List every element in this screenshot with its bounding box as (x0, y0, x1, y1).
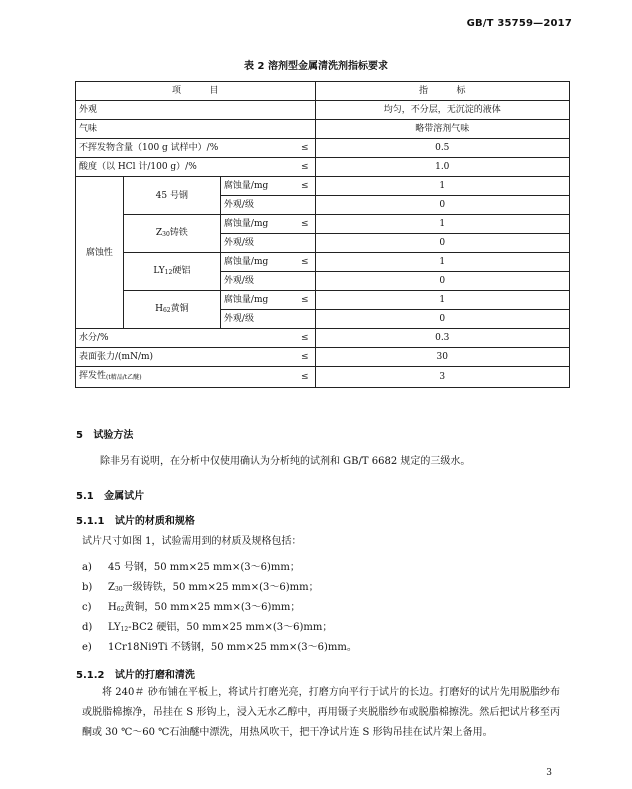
section-heading-5-1-1: 5.1.1 试片的材质和规格 (76, 516, 195, 527)
table-row (76, 158, 570, 177)
row-label: 水分/% (76, 329, 298, 348)
table-row (76, 177, 570, 196)
row-label: 不挥发物含量（100 g 试样中）/% (76, 139, 298, 158)
list-item: d) LY12-BC2 硬铝，50 mm×25 mm×(3～6)mm； (82, 622, 333, 633)
row-value: 1 (315, 215, 569, 234)
section-heading-5-1: 5.1 金属试片 (76, 491, 145, 502)
table-row (76, 215, 570, 234)
corrosion-loss-label: 腐蚀量/mg (220, 215, 298, 234)
row-value: 0.5 (315, 139, 569, 158)
row-value: 0 (315, 234, 569, 253)
page-number: 3 (546, 768, 552, 778)
table-row (76, 367, 570, 388)
standard-code: GB/T 35759—2017 (466, 18, 572, 29)
section-5-intro: 除非另有说明，在分析中仅使用确认为分析纯的试剂和 GB/T 6682 规定的三级水。 (100, 456, 471, 467)
table-header-row (76, 82, 570, 101)
row-value: 30 (315, 348, 569, 367)
row-label: 外观 (76, 101, 316, 120)
table-title: 表 2 溶剂型金属清洗剂指标要求 (244, 61, 388, 72)
corrosion-loss-label: 腐蚀量/mg (220, 177, 298, 196)
metal-steel45: 45 号钢 (123, 177, 220, 215)
le-sign: ≤ (298, 177, 315, 196)
le-sign: ≤ (298, 367, 315, 388)
le-sign: ≤ (298, 139, 315, 158)
appearance-grade-label: 外观/级 (220, 234, 315, 253)
table-row (76, 120, 570, 139)
row-value: 均匀，不分层，无沉淀的液体 (315, 101, 569, 120)
section-5-1-1-intro: 试片尺寸如图 1，试验需用到的材质及规格包括： (82, 536, 302, 547)
corrosion-loss-label: 腐蚀量/mg (220, 253, 298, 272)
list-item: c) H62黄铜，50 mm×25 mm×(3～6)mm； (82, 602, 301, 613)
row-value: 1 (315, 253, 569, 272)
section-5-1-2-para: 将 240＃ 砂布铺在平板上，将试片打磨光亮，打磨方向平行于试片的长边。打磨好的试片先用脱脂纱布或脱脂棉擦净，吊挂在 S 形钩上，浸入无水乙醇中，再用镊子夹脱脂纱布或脱脂棉擦洗。然后把试片移至丙酮或 30 ℃～60 ℃石油醚中漂洗，用热风吹干，把干净试片连 S 形钩吊挂在试片架上备用。 (82, 687, 560, 738)
row-value: 0.3 (315, 329, 569, 348)
appearance-grade-label: 外观/级 (220, 272, 315, 291)
row-label: 酸度（以 HCl 计/100 g）/% (76, 158, 298, 177)
spec-table (75, 81, 570, 388)
le-sign: ≤ (298, 158, 315, 177)
table-row (76, 348, 570, 367)
row-value: 1 (315, 177, 569, 196)
row-label: 气味 (76, 120, 316, 139)
row-value: 0 (315, 310, 569, 329)
le-sign: ≤ (298, 329, 315, 348)
row-value: 略带溶剂气味 (315, 120, 569, 139)
table-row (76, 291, 570, 310)
table-row (76, 253, 570, 272)
row-value: 0 (315, 196, 569, 215)
appearance-grade-label: 外观/级 (220, 196, 315, 215)
row-label: 挥发性(t精品/t乙醚) (76, 367, 298, 388)
header-item: 项 目 (76, 82, 316, 101)
row-value: 3 (315, 367, 569, 388)
section-heading-5: 5 试验方法 (76, 430, 134, 441)
table-row (76, 139, 570, 158)
row-value: 1.0 (315, 158, 569, 177)
table-row (76, 329, 570, 348)
le-sign: ≤ (298, 215, 315, 234)
le-sign: ≤ (298, 348, 315, 367)
corrosion-label: 腐蚀性 (76, 177, 124, 329)
row-label: 表面张力/(mN/m) (76, 348, 298, 367)
list-item: e) 1Cr18Ni9Ti 不锈钢，50 mm×25 mm×(3～6)mm。 (82, 642, 357, 653)
list-item: b) Z30一级铸铁，50 mm×25 mm×(3～6)mm； (82, 582, 319, 593)
corrosion-loss-label: 腐蚀量/mg (220, 291, 298, 310)
le-sign: ≤ (298, 291, 315, 310)
list-item: a) 45 号钢，50 mm×25 mm×(3～6)mm； (82, 562, 300, 573)
section-heading-5-1-2: 5.1.2 试片的打磨和清洗 (76, 670, 195, 681)
le-sign: ≤ (298, 253, 315, 272)
metal-castiron: Z30铸铁 (123, 215, 220, 253)
header-index: 指 标 (315, 82, 569, 101)
row-value: 1 (315, 291, 569, 310)
table-row (76, 101, 570, 120)
metal-brass: H62黄铜 (123, 291, 220, 329)
metal-duralumin: LY12硬铝 (123, 253, 220, 291)
appearance-grade-label: 外观/级 (220, 310, 315, 329)
row-value: 0 (315, 272, 569, 291)
